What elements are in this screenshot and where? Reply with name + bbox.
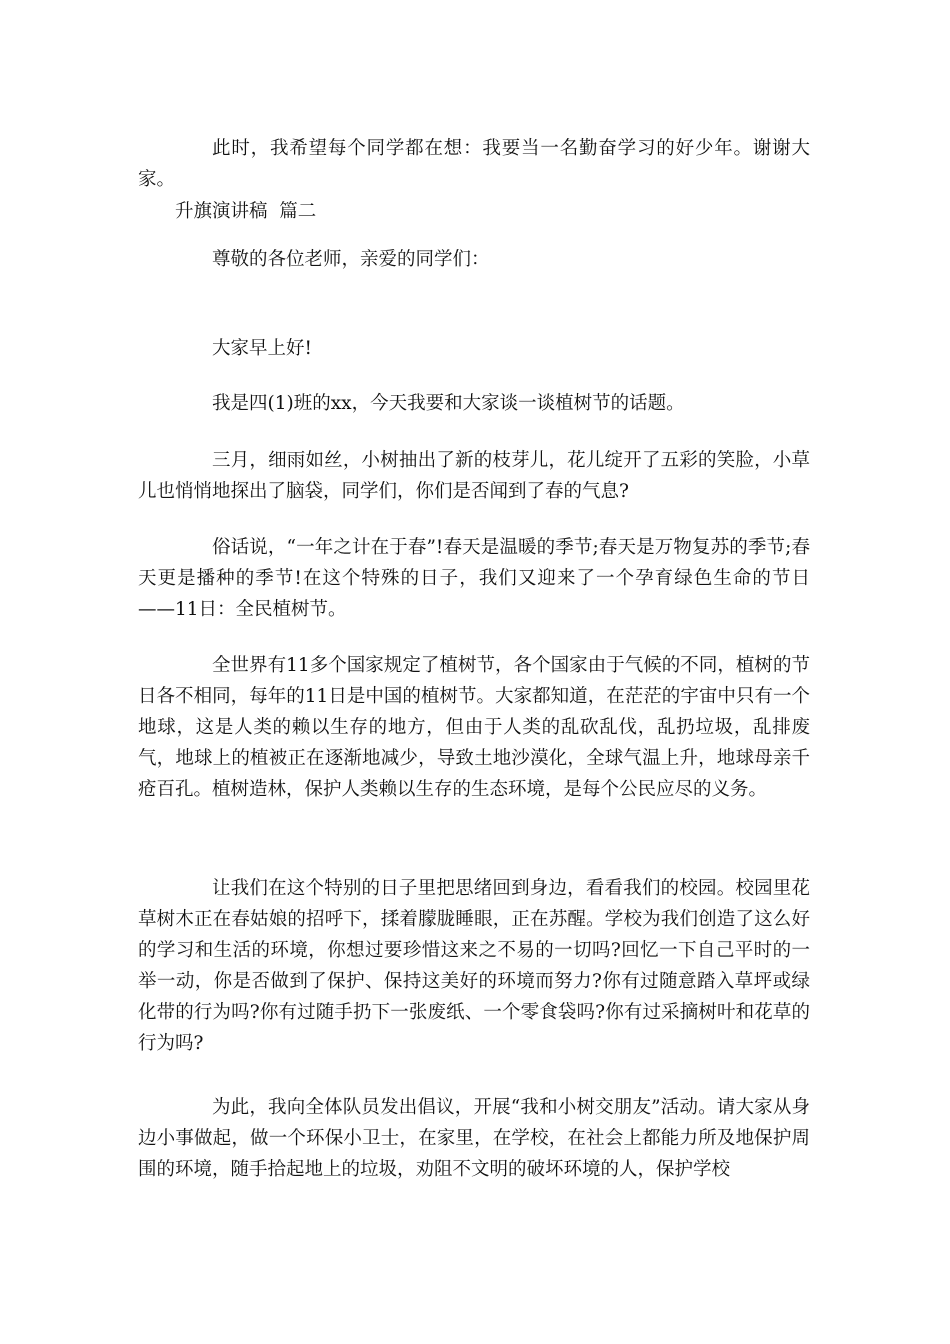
paragraph-proposal: 为此，我向全体队员发出倡议，开展“我和小树交朋友”活动。请大家从身边小事做起，做一个环保小卫士，在家里，在学校，在社会上都能力所及地保护周围的环境，随手拾起地上的垃圾，劝阻不文明的破坏环境的人，保护学校 (138, 1097, 810, 1180)
paragraph-closing-thanks: 此时，我希望每个同学都在想：我要当一名勤奋学习的好少年。谢谢大家。 (138, 138, 810, 190)
paragraph-arbor-day-world: 全世界有11多个国家规定了植树节，各个国家由于气候的不同，植树的节日各不相同，每年的11日是中国的植树节。大家都知道，在茫茫的宇宙中只有一个地球，这是人类的赖以生存的地方，但由于人类的乱砍乱伐，乱扔垃圾，乱排废气，地球上的植被正在逐渐地减少，导致土地沙漠化，全球气温上升，地球母亲千疮百孔。植树造林，保护人类赖以生存的生态环境，是每个公民应尽的义务。 (138, 655, 810, 800)
paragraph-campus: 让我们在这个特别的日子里把思绪回到身边，看看我们的校园。校园里花草树木正在春姑娘的招呼下，揉着朦胧睡眼，正在苏醒。学校为我们创造了这么好的学习和生活的环境，你想过要珍惜这来之不易的一切吗?回忆一下自己平时的一举一动，你是否做到了保护、保持这美好的环境而努力?你有过随意踏入草坪或绿化带的行为吗?你有过随手扔下一张废纸、一个零食袋吗?你有过采摘树叶和花草的行为吗? (138, 878, 810, 1054)
paragraph-salutation: 尊敬的各位老师，亲爱的同学们： (212, 249, 490, 270)
paragraph-greeting: 大家早上好! (212, 338, 312, 359)
section-heading: 升旗演讲稿 篇二 (175, 201, 317, 222)
paragraph-spring-scene: 三月，细雨如丝，小树抽出了新的枝芽儿，花儿绽开了五彩的笑脸，小草儿也悄悄地探出了脑袋，同学们，你们是否闻到了春的气息? (138, 450, 810, 502)
paragraph-saying: 俗话说，“一年之计在于春”!春天是温暖的季节;春天是万物复苏的季节;春天更是播种的季节!在这个特殊的日子，我们又迎来了一个孕育绿色生命的节日——11日：全民植树节。 (138, 537, 810, 620)
paragraph-introduction: 我是四(1)班的xx，今天我要和大家谈一谈植树节的话题。 (212, 393, 685, 414)
